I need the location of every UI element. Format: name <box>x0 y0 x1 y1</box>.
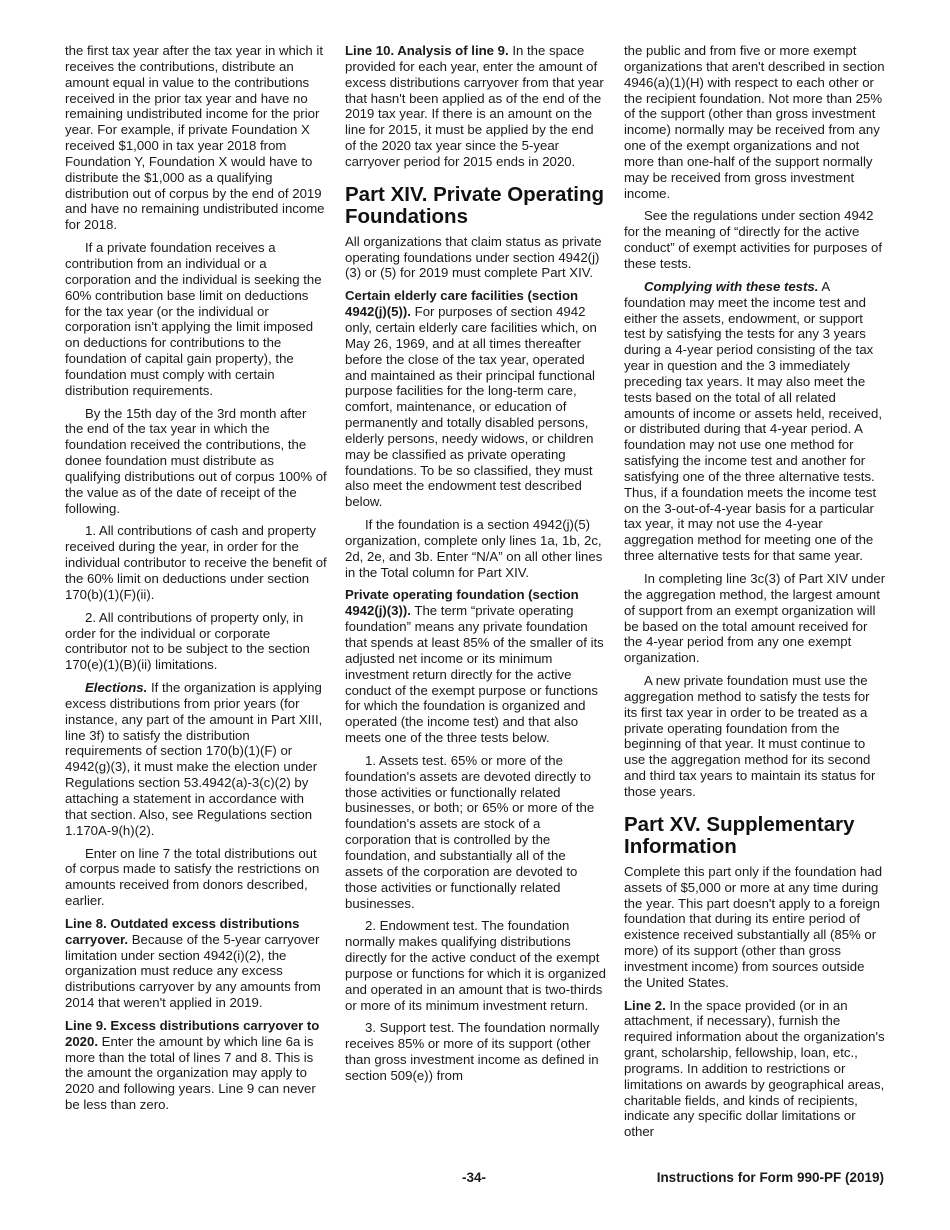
elderly-care-paragraph <box>345 288 607 510</box>
run-in-heading: Line 9. Excess distributions carryover to 2020. <box>65 1017 320 1049</box>
paragraph-text: If the organization is applying excess distributions from prior years (for instance, any part of the amount in Part XIII, line 3f) to satisfy the distribution requirements of section 170(b)(1)(F) or 4942(g)(3), it must make the election under Regulations section 53.4942(a)-3(c)(2) by attaching a statement in accordance with that section. Also, see Regulations section 1.170A-9(h)(2). <box>65 680 323 838</box>
list-item: 2. Endowment test. The foundation normally makes qualifying distributions directly for the active conduct of the exempt purpose or functions for which it is organized and operated in an amount that is two-thirds or more of its minimum investment return. <box>345 918 606 1013</box>
run-in-heading: Line 8. Outdated excess distributions carryover. <box>65 915 300 947</box>
run-in-heading: Line 2. <box>624 997 666 1013</box>
pof-paragraph <box>345 587 607 745</box>
line9-paragraph <box>65 1018 327 1113</box>
paragraph-text: For purposes of section 4942 only, certain elderly care facilities which, on May 26, 1969, and at all times thereafter before the close of the tax year, operated and maintained as their principal functional purpose facilities for the long-term care, comfort, maintenance, or education of permanently and totally disabled persons, elderly persons, needy widows, or children may be classified as private operating foundations. To be so classified, they must also meet the endowment test described below. <box>345 304 597 510</box>
run-in-heading: Private operating foundation (section 4942(j)(3)). <box>345 587 579 619</box>
form-title: Instructions for Form 990-PF (2019) <box>656 1170 884 1185</box>
paragraph-text: Because of the 5-year carryover limitation under section 4942(i)(2), the organization must reduce any excess distributions carryover by any amounts from 2014 that weren't applied in 2019. <box>65 931 321 1011</box>
run-in-heading: Complying with these tests. <box>644 278 819 294</box>
run-in-heading: Elections. <box>85 680 148 696</box>
paragraph: the first tax year after the tax year in which it receives the contributions, distribute an amount equal in value to the contributions received in the prior tax year and have no remaining undistributed income for the prior year. For example, if private Foundation X received $1,000 in tax year 2018 from Foundation Y, Foundation X would have to distribute the $1,000 as a qualifying distribution out of corpus by the end of 2019 and have no remaining undistributed income for 2018. <box>65 43 325 233</box>
list-item: 3. Support test. The foundation normally receives 85% or more of its support (other than gross investment income as defined in section 509(e)) from <box>345 1020 600 1083</box>
column-middle <box>345 43 607 1091</box>
elections-paragraph <box>65 680 327 838</box>
list-item: 1. All contributions of cash and property received during the year, in order for the individual contributor to receive the benefit of the 60% limit on deductions under section 170(b)(1)(F)(ii). <box>65 523 327 602</box>
paragraph: the public and from five or more exempt organizations that aren't described in section 4946(a)(1)(H) with respect to each other or the recipient foundation. Not more than 25% of the support (other than gross investment income) normally may be received from any one of the exempt organizations and not more than one-half of the support normally may be received from gross investment income. <box>624 43 885 201</box>
run-in-heading: Certain elderly care facilities (section 4942(j)(5)). <box>345 288 579 320</box>
column-right <box>624 43 886 1147</box>
paragraph: If a private foundation receives a contribution from an individual or a corporation and the individual is seeking the 60% contribution base limit on deductions for the tax year (or the individual or corporation isn't applying the limit imposed on deductions for contributions to the foundation of capital gain property), the foundation must comply with certain distribution requirements. <box>65 240 322 398</box>
paragraph: A new private foundation must use the aggregation method to satisfy the tests for its first tax year in order to be treated as a private operating foundation from the beginning of that year. It must continue to use the aggregation method for its second and third tax years to maintain its status for those years. <box>624 673 876 799</box>
paragraph: See the regulations under section 4942 for the meaning of “directly for the active conduct” of exempt activities for purposes of these tests. <box>624 208 883 271</box>
paragraph-text: Enter the amount by which line 6a is more than the total of lines 7 and 8. This is the amount the organization may apply to 2020 and following years. Line 9 can never be less than zero. <box>65 1033 316 1113</box>
column-left <box>65 43 327 1120</box>
line8-paragraph <box>65 916 327 1011</box>
paragraph-text: A foundation may meet the income test and either the assets, endowment, or support test by satisfying the tests for any 3 years during a 4-year period consisting of the tax year in question and the 3 immediately preceding tax years. It may also meet the tests based on the total of all related amounts of income or assets held, received, or distributed during that 4-year period. A foundation may not use one method for satisfying the income test and another for satisfying one of the three alternative tests. Thus, if a foundation meets the income test on the 3-out-of-4-year basis for a particular tax year, it may not use the 4-year aggregation method for meeting one of the three alternative tests for that same year. <box>624 278 883 564</box>
paragraph: Enter on line 7 the total distributions out of corpus made to satisfy the restrictions on amounts received from donors described, earlier. <box>65 845 320 909</box>
line2-paragraph <box>624 998 886 1141</box>
paragraph: All organizations that claim status as private operating foundations under section 4942(j)(3) or (5) for 2019 must complete Part XIV. <box>345 233 602 281</box>
paragraph-text: In the space provided (or in an attachment, if necessary), furnish the required information about the organization's grant, scholarship, fellowship, loan, etc., programs. In addition to restrictions or limitations on awards by geographical areas, charitable fields, and kinds of recipients, indicate any specific dollar limitations or other <box>624 997 885 1140</box>
paragraph: In completing line 3c(3) of Part XIV under the aggregation method, the largest amount of support from an exempt organization will be based on the total amount received for the 4-year period from any one exempt organization. <box>624 571 886 666</box>
paragraph: If the foundation is a section 4942(j)(5) organization, complete only lines 1a, 1b, 2c, 2d, 2e, and 3b. Enter “N/A” on all other lines in the Total column for Part XIV. <box>345 517 603 580</box>
section-heading-part-xv: Part XV. Supplementary Information <box>624 812 855 858</box>
page-number: -34- <box>462 1170 487 1185</box>
list-item: 1. Assets test. 65% or more of the foundation's assets are devoted directly to those activities or functionally related businesses, or both; or 65% or more of the foundation's assets are stock of a corporation that is controlled by the foundation, and substantially all of the assets of the corporation are devoted to those activities or functionally related businesses. <box>345 752 595 911</box>
complying-paragraph <box>624 279 886 564</box>
paragraph-text: The term “private operating foundation” means any private foundation that spends at least 85% of the smaller of its adjusted net income or its minimum investment return directly for the active conduct of the exempt purpose or functions for which the foundation is organized and operated (the income test) and that also meets one of the three tests below. <box>345 603 604 746</box>
section-heading-part-xiv: Part XIV. Private Operating Foundations <box>345 182 605 228</box>
paragraph-text: In the space provided for each year, enter the amount of excess distributions carryover from that year that hasn't been applied as of the end of the 2019 tax year. If there is an amount on the line for 2015, it must be applied by the end of the 2020 tax year since the 5-year carryover period for 2015 ends in 2020. <box>345 43 604 169</box>
line10-paragraph <box>345 43 607 170</box>
paragraph: By the 15th day of the 3rd month after the end of the tax year in which the foundation received the contributions, the donee foundation must distribute as qualifying distributions out of corpus 100% of the value as of the date of receipt of the following. <box>65 405 327 516</box>
paragraph: Complete this part only if the foundation had assets of $5,000 or more at any time during the year. This part doesn't apply to a foreign foundation that during its entire period of existence received substantially all (85% or more) of its support (other than gross investment income) from sources outside the United States. <box>624 863 883 990</box>
run-in-heading: Line 10. Analysis of line 9. <box>345 43 509 58</box>
list-item: 2. All contributions of property only, in order for the individual or corporate contributor not to be subject to the section 170(e)(1)(B)(ii) limitations. <box>65 609 310 673</box>
